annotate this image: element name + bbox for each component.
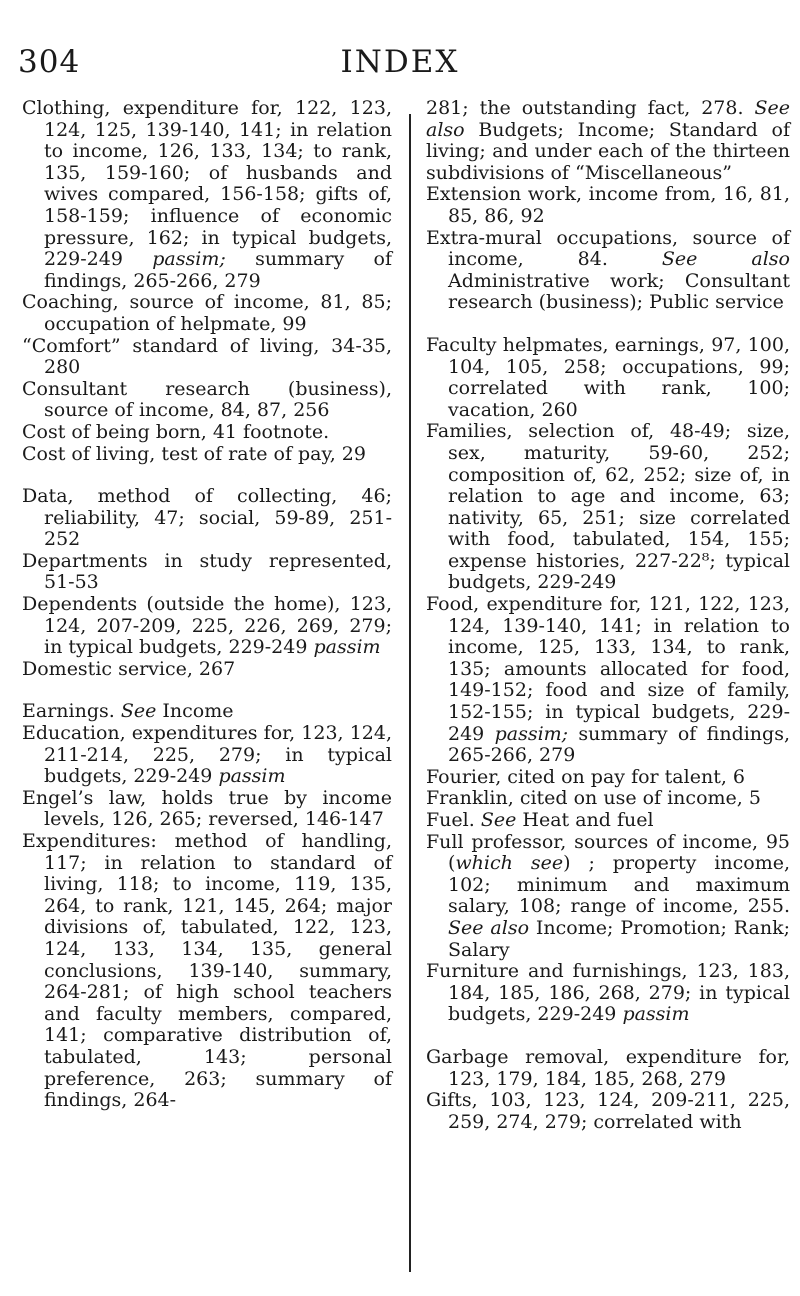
index-entry-extension xyxy=(426,184,790,227)
index-entry-italic-text: See xyxy=(480,809,517,831)
index-entry-italic-text: passim xyxy=(622,1003,690,1026)
index-entry-families xyxy=(426,421,790,594)
index-entry-text: summary of findings, 265-266, 279 xyxy=(44,248,393,292)
index-entry-coaching xyxy=(22,292,392,335)
index-entry-expenditures xyxy=(22,831,392,1112)
index-entry-text: Extension work, income from, 16, 81, 85, 86, 92 xyxy=(426,183,790,227)
index-column-right xyxy=(426,98,790,1133)
index-entry-text: “Comfort” standard of living, 34-35, 280 xyxy=(22,334,392,379)
index-entry-italic-text: which see xyxy=(455,852,564,875)
index-entry-italic-text: passim xyxy=(218,765,286,788)
index-entry-italic-text: passim; xyxy=(152,248,226,271)
index-entry-dependents xyxy=(22,594,392,659)
index-entry-education xyxy=(22,723,392,788)
index-entry-departments xyxy=(22,551,392,594)
index-entry-text: Franklin, cited on use of income, 5 xyxy=(426,787,761,810)
column-divider xyxy=(409,114,411,1272)
index-entry-food xyxy=(426,594,790,767)
index-entry-italic-text: See also xyxy=(426,97,790,141)
index-entry-italic-text: See also xyxy=(448,916,530,939)
index-entry-data xyxy=(22,486,392,551)
index-entry-text: Expenditures: method of handling, 117; in relation to standard of living, 118; to income, 119, 135, 264, to rank, 121, 145, 264; major divisions of, tabulated, 122, 123, 124, 133, 134, 135, general conclusions, 139-140, summary, 264-281; of high school teachers and faculty members, compared, 141; comparative distribution of, tabulated, 143; personal preference, 263; summary of findings, 264- xyxy=(22,830,392,1112)
index-entry-text: Furniture and furnishings, 123, 183, 184, 185, 186, 268, 279; in typical budgets, 229-249 xyxy=(426,960,790,1026)
index-entry-franklin xyxy=(426,788,790,810)
index-entry-garbage xyxy=(426,1047,790,1090)
index-entry-text: Earnings. xyxy=(22,700,121,723)
index-entry-text: Food, expenditure for, 121, 122, 123, 124, 139-140, 141; in relation to income, 125, 133, 134, to rank, 135; amounts allocated for food, 149-152; food and size of family, 152-155; in typical budgets, 229-249 xyxy=(426,593,790,745)
index-entry-text: Garbage removal, expenditure for, 123, 179, 184, 185, 268, 279 xyxy=(426,1045,790,1090)
index-entry-italic-text: passim; xyxy=(494,722,569,745)
index-entry-text: Income; Promotion; Rank; Salary xyxy=(448,916,791,961)
index-entry-clothing xyxy=(22,98,392,292)
index-entry-text: Engel’s law, holds true by income levels, 126, 265; reversed, 146-147 xyxy=(22,786,392,831)
index-entry-text: Extra-mural occupations, source of income, 84. xyxy=(426,226,790,271)
index-entry-text: Income xyxy=(156,700,234,723)
index-entry-text: Cost of being born, 41 footnote. xyxy=(22,420,330,443)
index-entry-text: Education, expenditures for, 123, 124, 211-214, 225, 279; in typical budgets, 229-249 xyxy=(22,722,392,788)
index-entry-text: Dependents (outside the home), 123, 124, 207-209, 225, 226, 269, 279; in typical budgets, 229-249 xyxy=(22,593,392,659)
index-entry-furniture xyxy=(426,961,790,1026)
running-head-title: INDEX xyxy=(340,44,460,80)
index-entry-text: Heat and fuel xyxy=(516,809,654,831)
index-entry-text: Fourier, cited on pay for talent, 6 xyxy=(426,765,745,788)
index-entry-cost-living xyxy=(22,444,392,466)
index-entry-text: 281; the outstanding fact, 278. xyxy=(426,97,755,119)
index-entry-text: Budgets; Income; Standard of living; and under each of the thirteen subdivisions of “Miscellaneous” xyxy=(426,118,790,184)
index-entry-expenditures-cont xyxy=(426,98,790,184)
page-number: 304 xyxy=(18,44,81,80)
index-entry-fuel xyxy=(426,810,790,832)
index-entry-text: Coaching, source of income, 81, 85; occupation of helpmate, 99 xyxy=(22,291,392,335)
index-entry-italic-text: passim xyxy=(313,636,381,659)
page-header xyxy=(0,44,800,88)
index-entry-fourier xyxy=(426,767,790,789)
index-entry-italic-text: See xyxy=(120,700,157,723)
index-entry-text: ) ; property income, 102; minimum and maximum salary, 108; range of income, 255. xyxy=(448,852,791,918)
index-entry-extra-mural xyxy=(426,228,790,314)
index-entry-text: summary of findings, 265-266, 279 xyxy=(448,722,790,767)
index-entry-gifts xyxy=(426,1090,790,1133)
index-entry-text: Cost of living, test of rate of pay, 29 xyxy=(22,442,366,465)
index-entry-text: Data, method of collecting, 46; reliability, 47; social, 59-89, 251-252 xyxy=(22,485,392,551)
index-entry-text: Faculty helpmates, earnings, 97, 100, 104, 105, 258; occupations, 99; correlated with rank, 100; vacation, 260 xyxy=(426,333,790,421)
index-entry-text: Consultant research (business), source of income, 84, 87, 256 xyxy=(22,377,392,422)
index-entry-text: Domestic service, 267 xyxy=(22,657,236,680)
index-entry-earnings xyxy=(22,701,392,723)
index-entry-text: Full professor, sources of income, 95 ( xyxy=(426,830,790,875)
index-entry-domestic xyxy=(22,659,392,681)
index-entry-cost-born xyxy=(22,422,392,444)
index-entry-text: Departments in study represented, 51-53 xyxy=(22,549,392,594)
index-entry-text: Families, selection of, 48-49; size, sex, maturity, 59-60, 252; composition of, 62, 252; size of, in relation to age and income, 63; nativity, 65, 251; size correlated with food, tabulated, 154, 155; expense histories, 227-22⁸; typical budgets, 229-249 xyxy=(426,420,790,594)
index-entry-text: Clothing, expenditure for, 122, 123, 124, 125, 139-140, 141; in relation to income, 126, 133, 134; to rank, 135, 159-160; of husbands and wives compared, 156-158; gifts of, 158-159; influence of economic pressure, 162; in typical budgets, 229-249 xyxy=(22,97,392,271)
index-entry-full-professor xyxy=(426,832,790,962)
index-entry-comfort xyxy=(22,336,392,379)
index-entry-text: Fuel. xyxy=(426,809,481,831)
index-entry-text: Gifts, 103, 123, 124, 209-211, 225, 259, 274, 279; correlated with xyxy=(426,1089,790,1133)
index-entry-faculty xyxy=(426,335,790,421)
index-entry-text: Administrative work; Consultant research (business); Public service xyxy=(448,269,790,314)
index-column-left xyxy=(22,98,392,1112)
index-entry-italic-text: See also xyxy=(661,248,790,271)
index-entry-engel xyxy=(22,788,392,831)
index-entry-consultant xyxy=(22,379,392,422)
